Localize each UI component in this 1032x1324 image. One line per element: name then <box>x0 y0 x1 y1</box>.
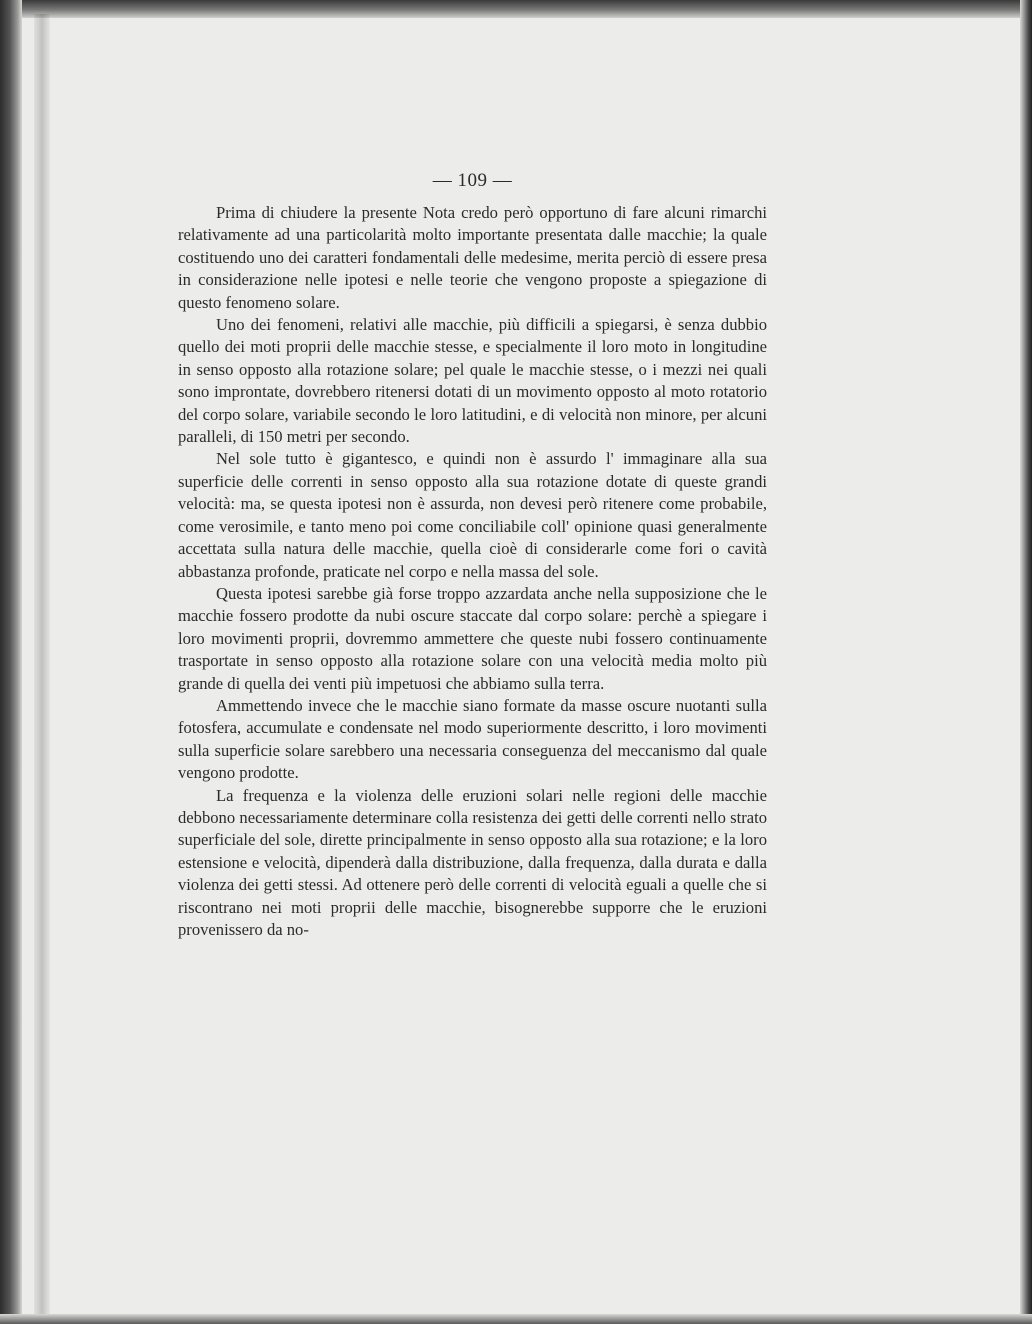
paragraph: Uno dei fenomeni, relativi alle macchie, più difficili a spiegarsi, è senza dubbio quello dei moti proprii delle macchie stesse, e specialmente il loro moto in longitudine in senso opposto alla rotazione solare; pel quale le macchie stesse, o i mezzi nei quali sono improntate, dovrebbero ritenersi dotati di un movimento opposto al moto rotatorio del corpo solare, variabile secondo le loro latitudini, e di velocità non minore, per alcuni paralleli, di 150 metri per secondo. <box>178 315 767 447</box>
paragraph: La frequenza e la violenza delle eruzioni solari nelle regioni delle macchie debbono necessariamente determinare colla resistenza dei getti delle correnti nello strato superficiale del sole, dirette principalmente in senso opposto alla sua rotazione; e la loro estensione e velocità, dipenderà dalla distribuzione, dalla frequenza, dalla durata e dalla violenza dei getti stessi. Ad ottenere però delle correnti di velocità eguali a quelle che si riscontrano nei moti proprii delle macchie, bisognerebbe supporre che le eruzioni provenissero da no- <box>178 785 767 939</box>
scan-gutter-shadow <box>34 14 50 1324</box>
paragraph: Ammettendo invece che le macchie siano formate da masse oscure nuotanti sulla fotosfera, accumulate e condensate nel modo superiormente descritto, i loro movimenti sulla superficie solare sarebbero una necessaria conseguenza del meccanismo dal quale vengono prodotte. <box>178 695 767 783</box>
paragraph: Questa ipotesi sarebbe già forse troppo azzardata anche nella supposizione che le macchie fossero prodotte da nubi oscure staccate dal corpo solare: perchè a spiegare i loro movimenti proprii, dovremmo ammettere che queste nubi fossero continuamente trasportate in senso opposto alla rotazione solare con una velocità media molto più grande di quella dei venti più impetuosi che abbiamo sulla terra. <box>178 583 767 693</box>
page-body <box>178 170 767 941</box>
paragraph: Prima di chiudere la presente Nota credo però opportuno di fare alcuni rimarchi relativamente ad una particolarità molto importante presentata dalle macchie; la quale costituendo uno dei caratteri fondamentali delle medesime, merita perciò di essere presa in considerazione nelle ipotesi e nelle teorie che vengono proposte a spiegazione di questo fenomeno solare. <box>178 203 767 312</box>
page-number: — 109 — <box>432 170 513 191</box>
scan-binding-edge <box>0 0 22 1324</box>
scan-bottom-edge <box>0 1314 1032 1324</box>
scan-right-edge <box>1020 0 1032 1324</box>
scan-top-edge <box>0 0 1032 18</box>
paragraph: Nel sole tutto è gigantesco, e quindi non è assurdo l' immaginare alla sua superficie delle correnti in senso opposto alla sua rotazione dotate di queste grandi velocità: ma, se questa ipotesi non è assurda, non devesi però ritenere come probabile, come verosimile, e tanto meno poi come conciliabile coll' opinione quasi generalmente accettata sulla natura delle macchie, quella cioè di considerarle come fori o cavità abbastanza profonde, praticate nel corpo e nella massa del sole. <box>178 449 767 581</box>
